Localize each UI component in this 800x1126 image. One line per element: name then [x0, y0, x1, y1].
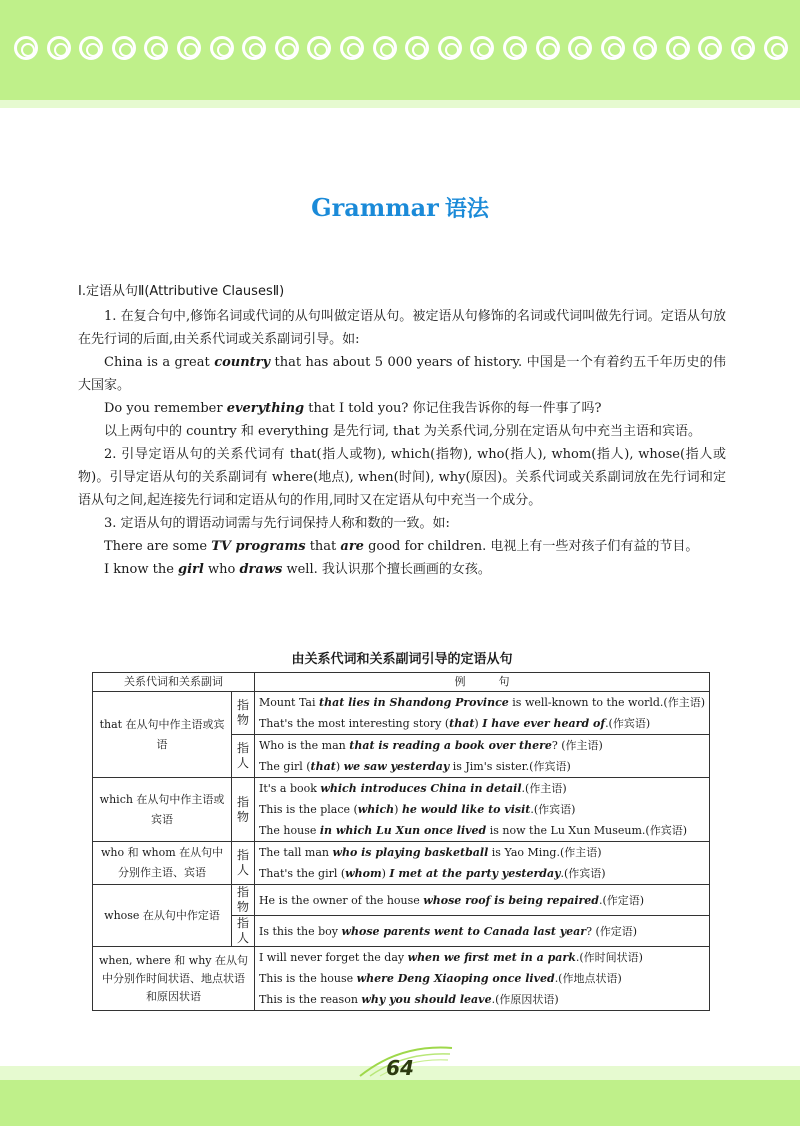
example-4: I know the girl who draws well. 我认识那个擅长画画的女孩。 — [104, 562, 491, 577]
paragraph-1: 1. 在复合句中,修饰名词或代词的从句叫做定语从句。被定语从句修饰的名词或代词叫做先行词。定语从句放在先行词的后面,由关系代词或关系副词引导。如: — [78, 309, 726, 347]
examples: It's a book which introduces China in detail.(作主语) This is the place (which) he would like to visit.(作宾语) The house in which Lu Xun once lived is now the Lu Xun Museum.(作宾语) — [254, 778, 709, 842]
title-cn: 语法 — [444, 197, 489, 222]
title-en: Grammar — [311, 193, 439, 222]
ref-person: 指人 — [232, 735, 255, 778]
clause-table — [92, 672, 710, 1011]
examples: He is the owner of the house whose roof is being repaired.(作定语) — [254, 885, 709, 916]
ring-icon — [764, 36, 788, 60]
table-row — [93, 778, 710, 842]
paragraph-3: 2. 引导定语从句的关系代词有 that(指人或物), which(指物), who(指人), whom(指人), whose(指人或物)。引导定语从句的关系副词有 where(地点), when(时间), why(原因)。关系代词或关系副词放在先行词和定语从句之间,起连接先行词和定语从句的作用,同时又在定语从句中充当一个成分。 — [78, 447, 726, 508]
ring-icon — [666, 36, 690, 60]
table-row — [93, 692, 710, 735]
page-title — [0, 192, 800, 223]
ring-icon — [698, 36, 722, 60]
ref-thing: 指物 — [232, 885, 255, 916]
ref-thing: 指物 — [232, 692, 255, 735]
example-1: China is a great country that has about 5 000 years of history. 中国是一个有着约五千年历史的伟大国家。 — [78, 355, 726, 393]
table-row — [93, 947, 710, 1011]
ring-icon — [79, 36, 103, 60]
example-3: There are some TV programs that are good for children. 电视上有一些对孩子们有益的节目。 — [104, 539, 699, 554]
ring-icon — [47, 36, 71, 60]
grammar-content — [78, 280, 726, 581]
ring-icon — [144, 36, 168, 60]
header-right: 例 句 — [254, 673, 709, 692]
ring-icon — [438, 36, 462, 60]
category-when-where-why: when, where 和 why 在从句中分别作时间状语、地点状语和原因状语 — [93, 947, 255, 1011]
example-2: Do you remember everything that I told you? 你记住我告诉你的每一件事了吗? — [104, 401, 602, 416]
ring-icon — [177, 36, 201, 60]
ring-icon — [340, 36, 364, 60]
ref-thing: 指物 — [232, 778, 255, 842]
category-who-whom: who 和 whom 在从句中分别作主语、宾语 — [93, 842, 232, 885]
decorative-rings — [14, 36, 788, 72]
header-divider — [0, 100, 800, 108]
ring-icon — [503, 36, 527, 60]
ring-icon — [275, 36, 299, 60]
ring-icon — [568, 36, 592, 60]
header-left: 关系代词和关系副词 — [93, 673, 255, 692]
table-row — [93, 842, 710, 885]
examples: I will never forget the day when we first met in a park.(作时间状语) This is the house where Deng Xiaoping once lived.(作地点状语) This is the reason why you should leave.(作原因状语) — [254, 947, 709, 1011]
paragraph-2: 以上两句中的 country 和 everything 是先行词, that 为关系代词,分别在定语从句中充当主语和宾语。 — [104, 424, 702, 439]
ring-icon — [601, 36, 625, 60]
table-row — [93, 885, 710, 916]
ring-icon — [242, 36, 266, 60]
ring-icon — [405, 36, 429, 60]
ring-icon — [112, 36, 136, 60]
page-number: 64 — [386, 1056, 414, 1080]
category-whose: whose 在从句中作定语 — [93, 885, 232, 947]
category-that: that 在从句中作主语或宾语 — [93, 692, 232, 778]
ref-person: 指人 — [232, 842, 255, 885]
ring-icon — [731, 36, 755, 60]
ref-person: 指人 — [232, 916, 255, 947]
ring-icon — [14, 36, 38, 60]
examples: Is this the boy whose parents went to Canada last year? (作定语) — [254, 916, 709, 947]
table-header-row — [93, 673, 710, 692]
ring-icon — [470, 36, 494, 60]
ring-icon — [536, 36, 560, 60]
ring-icon — [373, 36, 397, 60]
examples: Who is the man that is reading a book over there? (作主语) The girl (that) we saw yesterday is Jim's sister.(作宾语) — [254, 735, 709, 778]
table-caption: 由关系代词和关系副词引导的定语从句 — [291, 652, 513, 667]
section-heading: Ⅰ.定语从句Ⅱ(Attributive ClausesⅡ) — [78, 284, 285, 299]
examples: Mount Tai that lies in Shandong Province is well-known to the world.(作主语) That's the most interesting story (that) I have ever heard of.(作宾语) — [254, 692, 709, 735]
header-band — [0, 0, 800, 100]
ring-icon — [633, 36, 657, 60]
category-which: which 在从句中作主语或宾语 — [93, 778, 232, 842]
examples: The tall man who is playing basketball is Yao Ming.(作主语) That's the girl (whom) I met at the party yesterday.(作宾语) — [254, 842, 709, 885]
ring-icon — [210, 36, 234, 60]
paragraph-4: 3. 定语从句的谓语动词需与先行词保持人称和数的一致。如: — [104, 516, 450, 531]
ring-icon — [307, 36, 331, 60]
